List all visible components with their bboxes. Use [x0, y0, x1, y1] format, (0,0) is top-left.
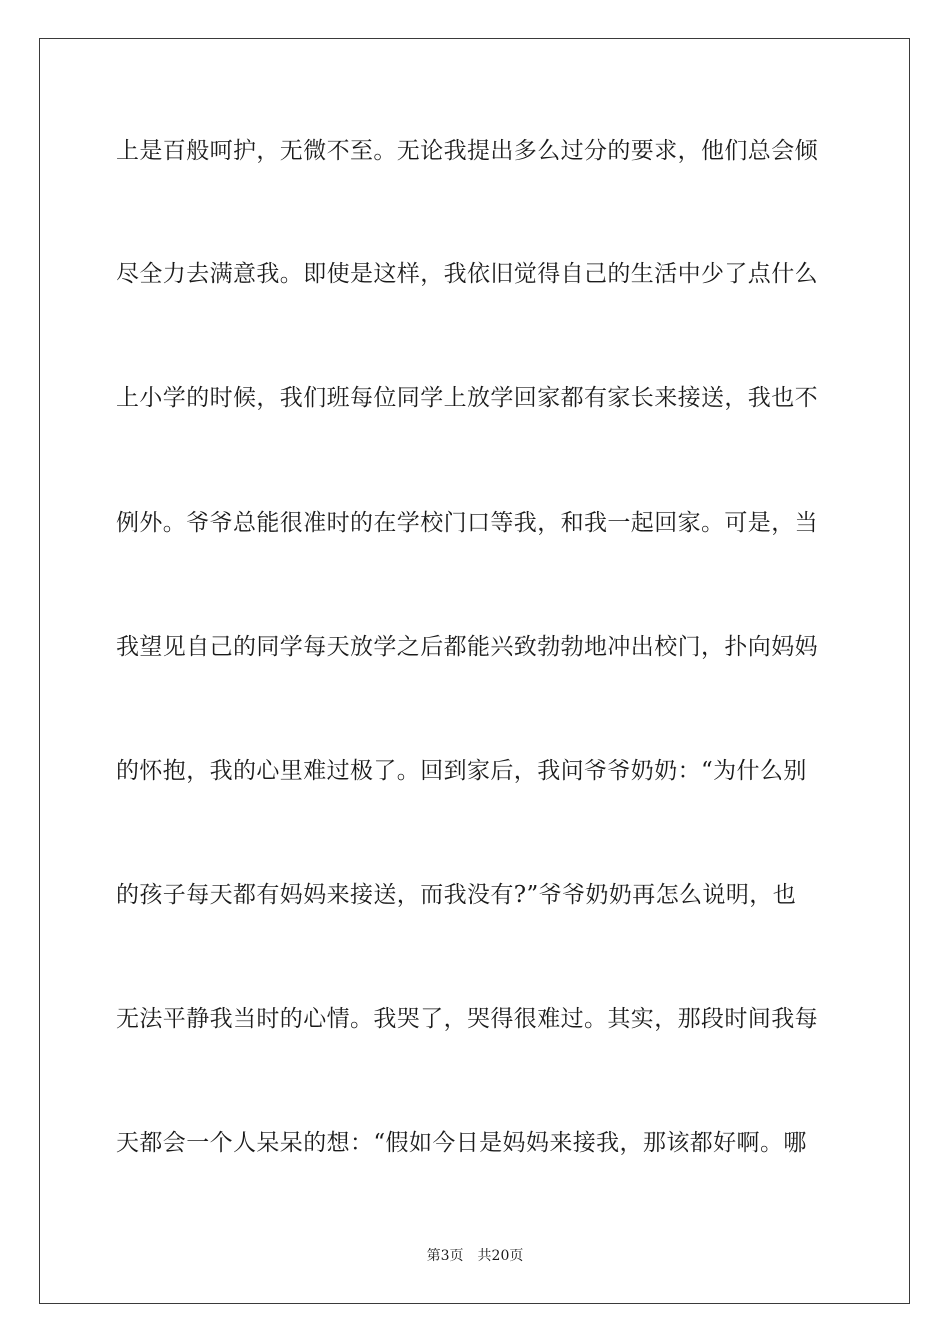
- body-text-line: 尽全力去满意我。即使是这样，我依旧觉得自己的生活中少了点什么: [116, 261, 818, 287]
- body-text-line: 上小学的时候，我们班每位同学上放学回家都有家长来接送，我也不: [116, 385, 818, 411]
- body-text-line: 例外。爷爷总能很准时的在学校门口等我，和我一起回家。可是，当: [116, 510, 818, 536]
- body-text-line: 的孩子每天都有妈妈来接送，而我没有?”爷爷奶奶再怎么说明，也: [116, 882, 797, 908]
- body-text-line: 无法平静我当时的心情。我哭了，哭得很难过。其实，那段时间我每: [116, 1006, 818, 1032]
- body-text-line: 的怀抱，我的心里难过极了。回到家后，我问爷爷奶奶：“为什么别: [116, 758, 807, 784]
- page-border: [39, 38, 910, 1304]
- page-number: 第3页: [426, 1248, 464, 1264]
- body-text-line: 上是百般呵护，无微不至。无论我提出多么过分的要求，他们总会倾: [116, 138, 818, 164]
- page-total: 共20页: [477, 1248, 524, 1264]
- page-footer: [0, 1247, 950, 1265]
- body-text-line: 天都会一个人呆呆的想：“假如今日是妈妈来接我，那该都好啊。哪: [116, 1130, 807, 1156]
- body-text-line: 我望见自己的同学每天放学之后都能兴致勃勃地冲出校门，扑向妈妈: [116, 634, 818, 660]
